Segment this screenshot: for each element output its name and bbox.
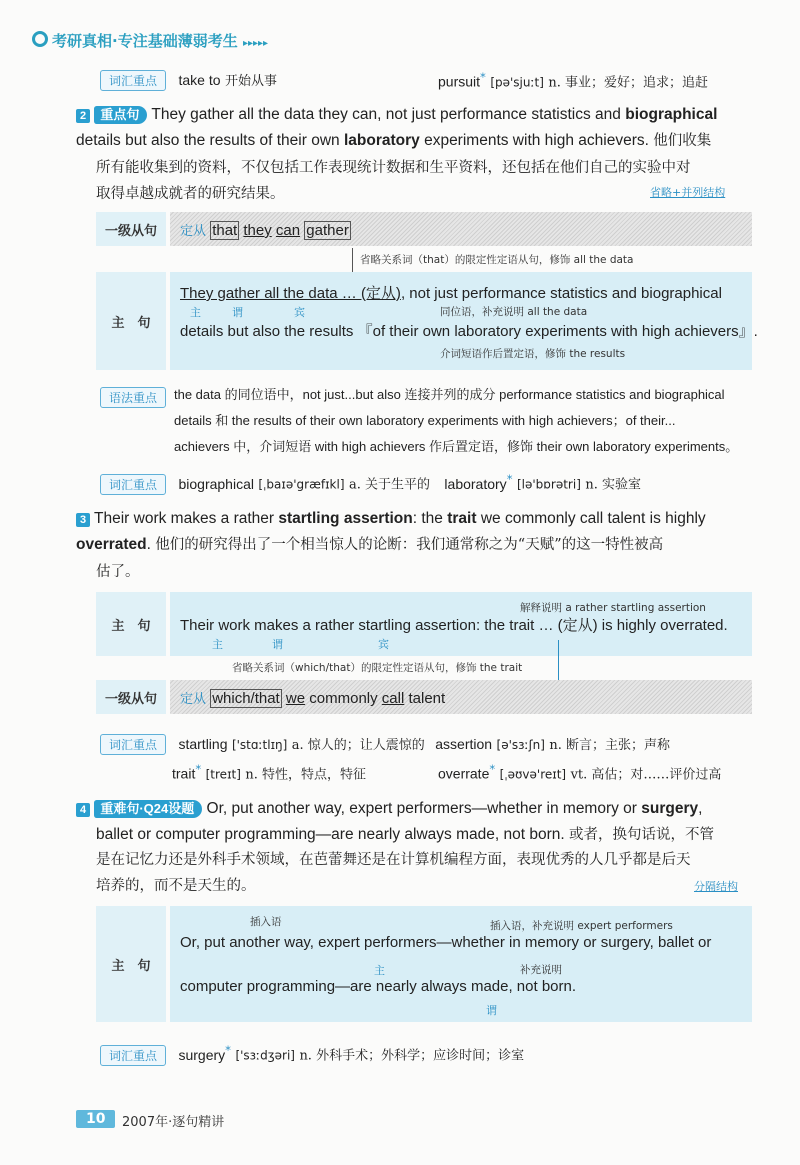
translation-2b: 取得卓越成就者的研究结果。 [96,186,285,202]
vocab-row-2: 词汇重点 biographical [ˌbaɪə'græfɪkl] a. 关于生平的 laboratory* [lə'bɒrətri] n. 实验室 [100,472,641,495]
translation-2: 所有能收集到的资料，不仅包括工作表现统计数据和生平资料，还包括在他们自己的实验中对 [96,160,691,176]
note-relative-clause-3: 省略关系词（which/that）的限定性定语从句，修饰 the trait [232,662,523,674]
vocab-row-3: 词汇重点 startling ['stɑːtlɪŋ] a. 惊人的；让人震惊的 assertion [ə'sɜːʃn] n. 断言；主张；声称 [100,734,670,755]
key-sentence-tag: 重点句 [94,106,147,124]
sentence-2: 2 重点句 They gather all the data they can, not just performance statistics and biographical details but also the results of their own laboratory experiments with high achievers. 他们收集 [76,106,718,149]
header-title: 考研真相·专注基础薄弱考生 ▸▸▸▸▸ [52,32,269,50]
vocab-word: take to [178,72,221,88]
sentence-4b: ballet or computer programming—are nearly always made, not born. 或者，换句话说，不管 [96,826,714,843]
translation-4b: 培养的，而不是天生的。 [96,878,256,894]
main-line-2: details but also the results 『of their own laboratory experiments with high achievers』. [180,323,758,340]
main-clause-label-3: 主 句 [96,592,166,656]
clause-text-3: 定从 which/that we commonly call talent [180,690,446,707]
structure-note-4: 分隔结构 [694,880,738,893]
vocab-tag: 词汇重点 [100,70,166,91]
main-line-3: Their work makes a rather startling assertion: the trait … (定从) is highly overrated. [180,617,728,634]
translation-3b: 估了。 [96,564,140,580]
note-relative-clause: 省略关系词（that）的限定性定语从句，修饰 all the data [360,254,634,266]
clause-label-3: 一级从句 [96,680,166,714]
page-number: 10 [76,1110,115,1128]
main-line-1: They gather all the data … (定从), not just performance statistics and biographical [180,285,722,302]
main-clause-label: 主 句 [96,272,166,370]
vocab-row-3b: trait* [treɪt] n. 特性，特点，特征 [172,762,367,783]
difficult-sentence-tag: 重难句·Q24设题 [94,800,202,818]
note-insert-2: 插入语，补充说明 expert performers [490,920,673,932]
clause-text: 定从 that they can gather [180,222,349,239]
note-supplement: 补充说明 [520,964,562,976]
grammar-line-1: the data 的同位语中，not just...but also 连接并列的成分 performance statistics and biographical [174,387,725,402]
main-clause-label-4: 主 句 [96,906,166,1022]
sentence-4: 4 重难句·Q24设题 Or, put another way, expert performers—whether in memory or surgery, [76,796,756,822]
connector-line-3 [558,640,559,682]
grammar-tag: 语法重点 [100,387,166,408]
vocab-row-4: 词汇重点 surgery* ['sɜːdʒəri] n. 外科手术；外科学；应诊时间；诊室 [100,1043,524,1066]
main-line-4a: Or, put another way, expert performers—whether in memory or surgery, ballet or [180,934,712,951]
grammar-line-2: details 和 the results of their own laboratory experiments with high achievers；of their... [174,413,676,428]
translation-4: 是在记忆力还是外科手术领域，在芭蕾舞还是在计算机编程方面，表现优秀的人几乎都是后天 [96,852,691,868]
footer-title: 2007年·逐句精讲 [122,1115,225,1130]
main-line-4b: computer programming—are nearly always made, not born. [180,978,577,995]
note-explain: 解释说明 a rather startling assertion [520,602,706,614]
vocab-row-3c: overrate* [ˌəʊvə'reɪt] vt. 高估；对……评价过高 [438,762,722,783]
grammar-line-3: achievers 中，介词短语 with high achievers 作后置定语，修饰 their own laboratory experiments。 [174,439,739,454]
sentence-3: 3 Their work makes a rather startling assertion: the trait we commonly call talent is highly overrated. 他们的研究得出了一个相当惊人的论断：我们通常称之为“天赋”的这一特性被高 [76,510,706,553]
vocab-row-1b: pursuit* [pə'sjuːt] n. 事业；爱好；追求；追赶 [438,70,709,91]
structure-note: 省略+并列结构 [650,186,726,199]
clause-label: 一级从句 [96,212,166,246]
note-appositive: 同位语，补充说明 all the data [440,306,588,318]
magnifier-logo-icon [32,31,48,47]
note-prep-phrase: 介词短语作后置定语，修饰 the results [440,348,626,360]
note-insert-1: 插入语 [250,916,282,928]
vocab-row-1: 词汇重点 take to 开始从事 [100,70,277,91]
